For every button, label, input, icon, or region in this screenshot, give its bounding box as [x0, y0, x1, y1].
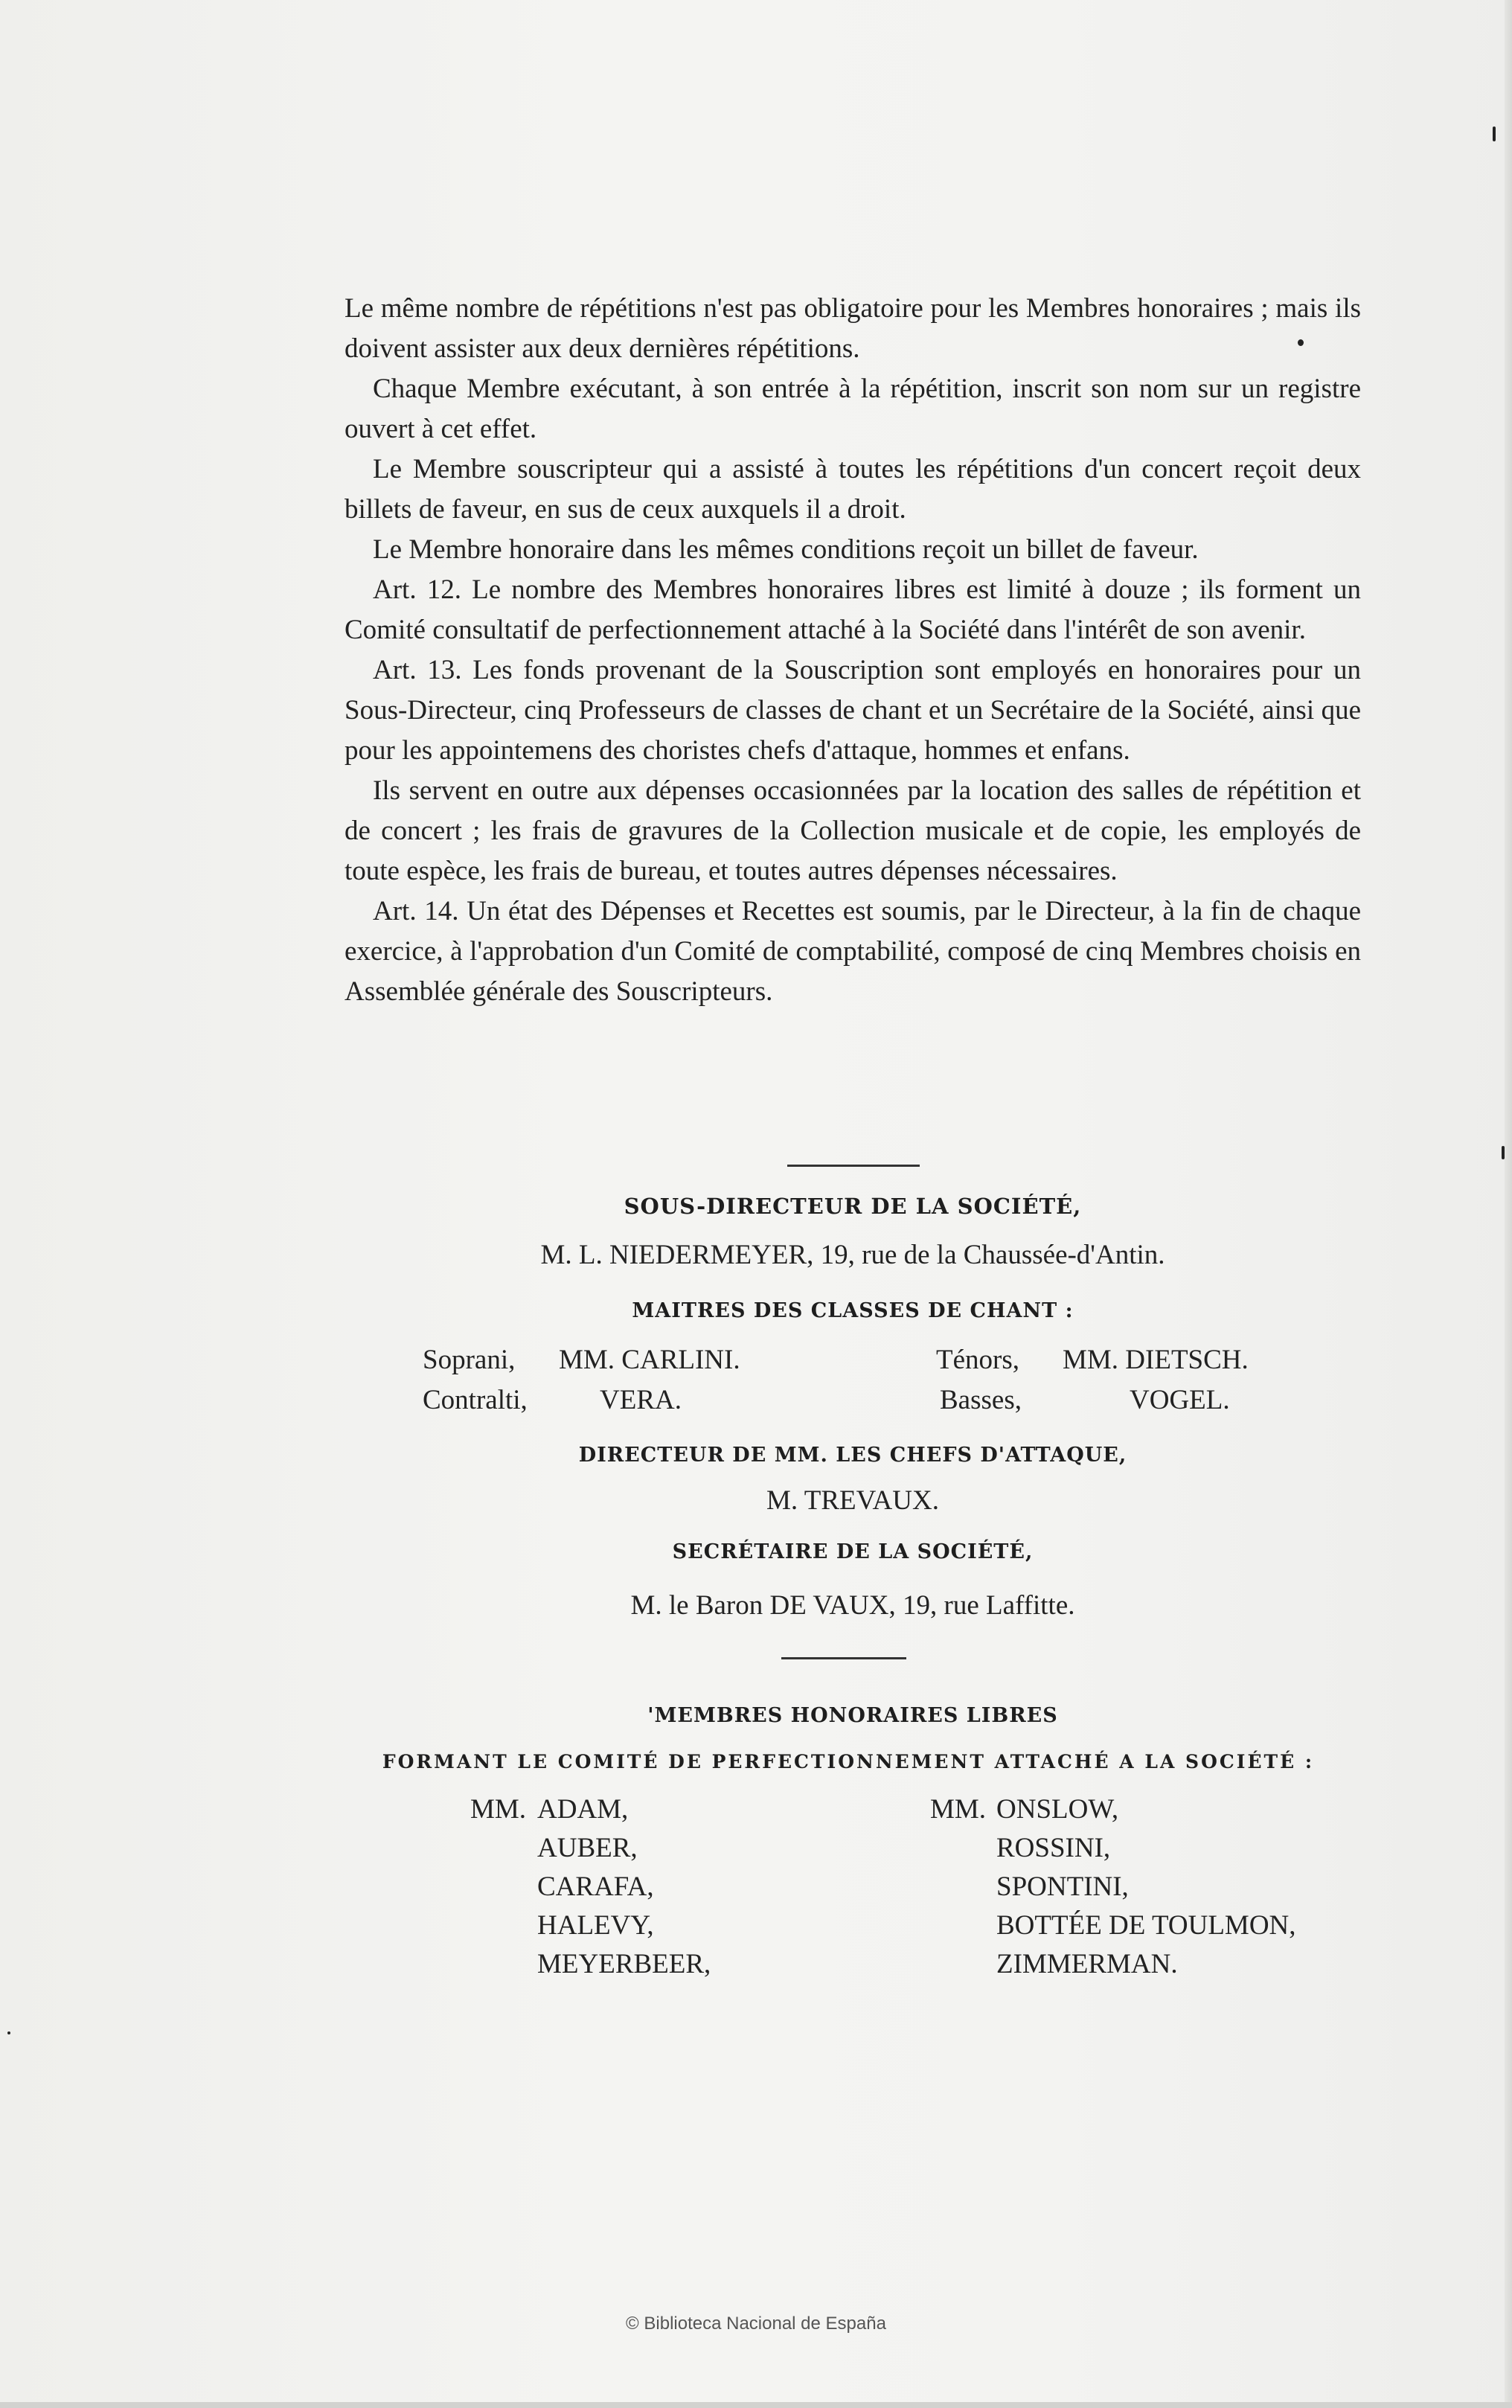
secretaire-heading: SECRÉTAIRE DE LA SOCIÉTÉ,: [672, 1540, 1034, 1563]
voice-contralti: Contralti,: [423, 1385, 528, 1415]
paragraph-billet-honoraire: Le Membre honoraire dans les mêmes conditions reçoit un billet de faveur.: [373, 534, 1199, 565]
sous-directeur-line: M. L. NIEDERMEYER, 19, rue de la Chaussée-d'Antin.: [540, 1240, 1165, 1270]
scan-speck: [1502, 1146, 1505, 1159]
secretaire-section: [345, 1540, 1361, 1563]
sous-directeur-line-wrap: [345, 1239, 1361, 1271]
directeur-chefs-line: M. TREVAUX.: [766, 1485, 939, 1516]
copyright-footer: © Biblioteca Nacional de España: [626, 2313, 886, 2334]
scan-speck: [1298, 339, 1304, 346]
name-vera: VERA.: [600, 1385, 682, 1415]
member-left-4: HALEVY,: [537, 1910, 654, 1941]
paragraph-art-13: Art. 13. Les fonds provenant de la Souscription sont employés en honoraires pour un Sous-Directeur, cinq Professeurs de classes de chant et un Secrétaire de la Société, ainsi que pour les appointemens des choristes chefs d'attaque, hommes et enfans.: [345, 655, 1361, 766]
member-right-4: BOTTÉE DE TOULMON,: [996, 1910, 1296, 1941]
scan-speck: [7, 2031, 10, 2034]
paragraph-billets-souscripteur: Le Membre souscripteur qui a assisté à toutes les répétitions d'un concert reçoit deux billets de faveur, en sus de ceux auxquels il a droit.: [345, 454, 1361, 525]
name-vogel: VOGEL.: [1130, 1385, 1230, 1415]
secretaire-line-wrap: [345, 1589, 1361, 1621]
name-carlini: MM. CARLINI.: [559, 1345, 740, 1375]
secretaire-line: M. le Baron DE VAUX, 19, rue Laffitte.: [630, 1590, 1075, 1621]
member-left-3: CARAFA,: [537, 1871, 654, 1902]
body-text: [345, 289, 1361, 1012]
member-left-2: AUBER,: [537, 1833, 638, 1863]
member-right-5: ZIMMERMAN.: [996, 1949, 1178, 1979]
sous-directeur-section: [345, 1194, 1361, 1219]
membres-section: [345, 1704, 1361, 1727]
sous-directeur-heading: SOUS-DIRECTEUR DE LA SOCIÉTÉ,: [624, 1194, 1082, 1219]
name-dietsch: MM. DIETSCH.: [1063, 1345, 1249, 1375]
directeur-chefs-heading: DIRECTEUR DE MM. LES CHEFS D'ATTAQUE,: [578, 1444, 1127, 1467]
membres-subheading-wrap: [327, 1751, 1369, 1773]
paragraph-art-12: Art. 12. Le nombre des Membres honoraires libres est limité à douze ; ils forment un Comité consultatif de perfectionnement attaché à la Société dans l'intérêt de son avenir.: [345, 574, 1361, 645]
member-right-2: ROSSINI,: [996, 1833, 1111, 1863]
maitres-section: [345, 1299, 1361, 1322]
voice-tenors: Ténors,: [936, 1345, 1019, 1375]
directeur-chefs-line-wrap: [345, 1485, 1361, 1517]
paragraph-depenses: Ils servent en outre aux dépenses occasionnées par la location des salles de répétition et de concert ; les frais de gravures de la Collection musicale et de copie, les employés de toute espèce, les frais de bureau, et toutes autres dépenses nécessaires.: [345, 775, 1361, 886]
members-left-prefix: MM.: [470, 1794, 527, 1825]
membres-heading: 'MEMBRES HONORAIRES LIBRES: [647, 1704, 1058, 1727]
voice-basses: Basses,: [940, 1385, 1022, 1415]
member-left-1: ADAM,: [537, 1794, 629, 1825]
directeur-chefs-section: [345, 1444, 1361, 1467]
page-edge-right: [1505, 0, 1512, 2408]
members-right-prefix: MM.: [930, 1794, 987, 1825]
paragraph-art-14: Art. 14. Un état des Dépenses et Recettes est soumis, par le Directeur, à la fin de chaque exercice, à l'approbation d'un Comité de comptabilité, composé de cinq Membres choisis en Assemblée générale des Souscripteurs.: [345, 896, 1361, 1007]
membres-subheading: FORMANT LE COMITÉ DE PERFECTIONNEMENT ATTACHÉ A LA SOCIÉTÉ :: [382, 1751, 1315, 1773]
member-left-5: MEYERBEER,: [537, 1949, 711, 1979]
scan-speck: [1493, 127, 1496, 141]
paragraph-repetitions: Le même nombre de répétitions n'est pas obligatoire pour les Membres honoraires ; mais ils doivent assister aux deux dernières répétitions.: [345, 293, 1361, 364]
page-edge-bottom: [0, 2402, 1512, 2408]
section-rule-2: [781, 1657, 906, 1659]
member-right-3: SPONTINI,: [996, 1871, 1129, 1902]
paragraph-registre: Chaque Membre exécutant, à son entrée à la répétition, inscrit son nom sur un registre ouvert à cet effet.: [345, 374, 1361, 444]
maitres-heading: MAITRES DES CLASSES DE CHANT :: [632, 1299, 1074, 1322]
member-right-1: ONSLOW,: [996, 1794, 1119, 1825]
section-rule: [787, 1165, 920, 1167]
voice-soprani: Soprani,: [423, 1345, 516, 1375]
